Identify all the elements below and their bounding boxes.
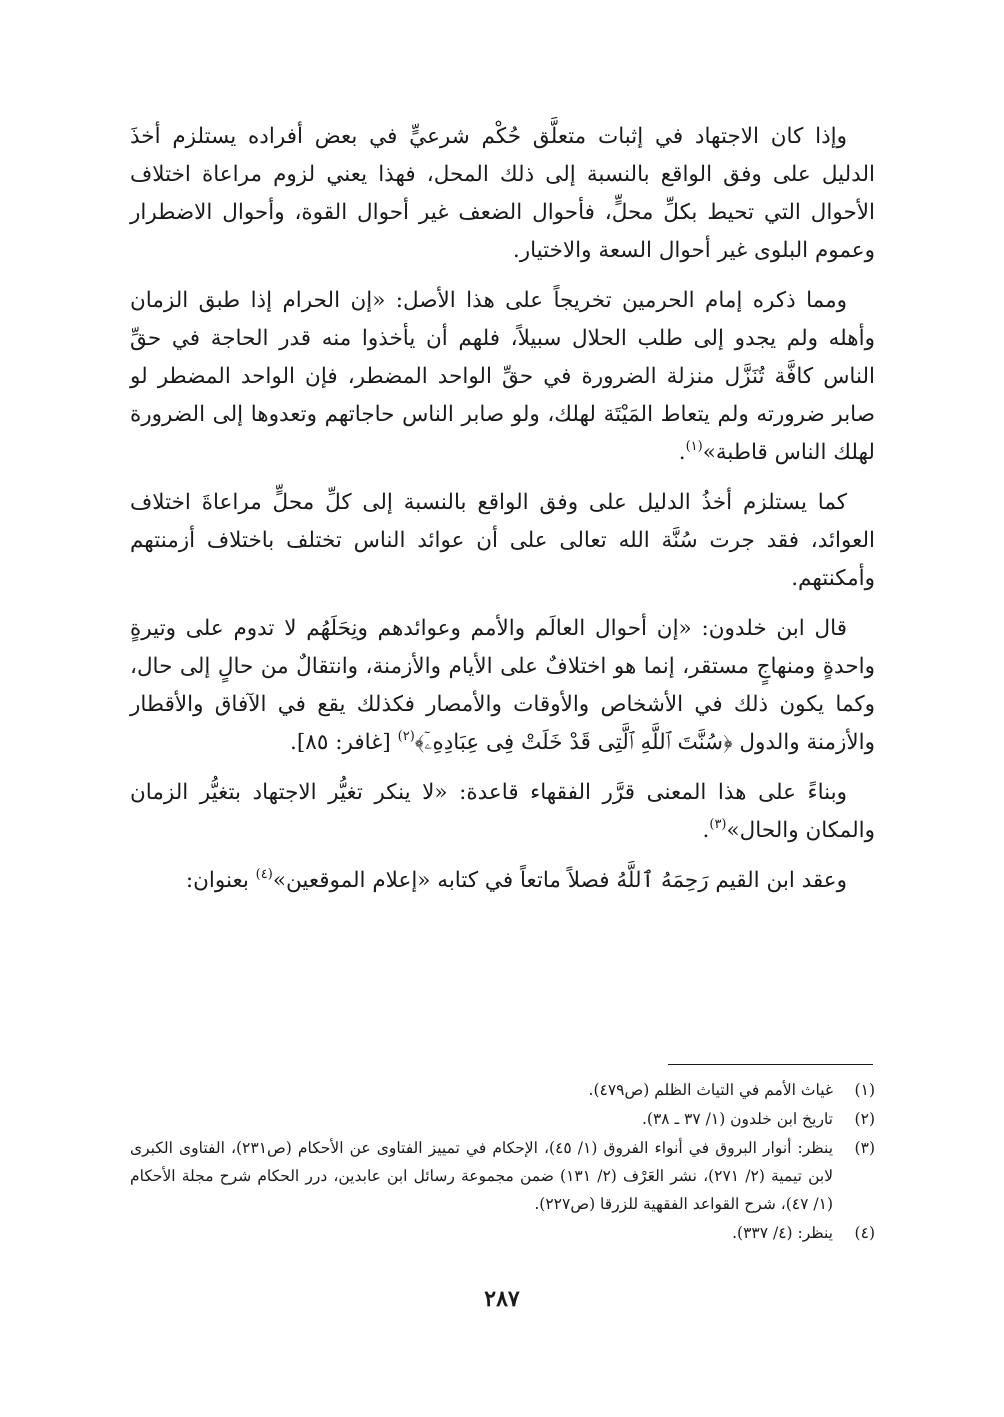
paragraph-text: وبناءً على هذا المعنى قرَّر الفقهاء قاعدة: «لا ينكر تغيُّر الاجتهاد بتغيُّر الزمان والمكان والحال»	[130, 780, 875, 843]
footnote-ref[interactable]: (٣)	[709, 817, 727, 832]
footnote-number: (١)	[854, 1081, 875, 1099]
footnote-text: غياث الأمم في التياث الظلم (ص٤٧٩).	[588, 1081, 833, 1099]
paragraph	[130, 774, 875, 850]
paragraph	[130, 610, 875, 762]
paragraph	[130, 484, 875, 598]
paragraph-text: قال ابن خلدون: «إن أحوال العالَم والأمم وعوائدهم ونِحَلَهُم لا تدوم على وتيرةٍ واحدةٍ ومنهاجٍ مستقر، إنما هو اختلافٌ على الأيام والأزمنة، وانتقالٌ من حالٍ إلى حال، وكما يكون ذلك في الأشخاص والأوقات والأمصار فكذلك يقع في الآفاق والأقطار والأزمنة والدول ﴿سُنَّتَ ٱللَّهِ ٱلَّتِى قَدْ خَلَتْ فِى عِبَادِهِۦٓ﴾	[130, 616, 875, 755]
paragraph-text: ومما ذكره إمام الحرمين تخريجاً على هذا الأصل: «إن الحرام إذا طبق الزمان وأهله ولم يجدو إلى طلب الحلال سبيلاً، فلهم أن يأخذوا منه قدر الحاجة في حقِّ الناس كافَّة تُنَزَّل منزلة الضرورة في حقِّ الواحد المضطر، فإن الواحد المضطر لو صابر ضرورته ولم يتعاط المَيْتَة لهلك، ولو صابر الناس حاجاتهم وتعدوها إلى الضرورة لهلك الناس قاطبة»	[130, 288, 875, 465]
footnote-ref[interactable]: (٤)	[255, 867, 273, 882]
page-number: ٢٨٧	[484, 1286, 520, 1312]
footnote-divider	[668, 1064, 873, 1065]
paragraph-tail: بعنوان:	[185, 868, 256, 893]
paragraph-text: كما يستلزم أخذُ الدليل على وفق الواقع بالنسبة إلى كلِّ محلٍّ مراعاةَ اختلاف العوائد، فقد جرت سُنَّة الله تعالى على أن عوائد الناس تختلف باختلاف أزمنتهم وأمكنتهم.	[130, 490, 875, 591]
paragraph-text: وعقد ابن القيم رَحِمَهُ ٱللَّهُ فصلاً ماتعاً في كتابه «إعلام الموقعين»	[272, 868, 847, 893]
footnote	[130, 1105, 875, 1133]
footnotes	[130, 1076, 875, 1248]
paragraph	[130, 282, 875, 472]
footnote	[130, 1219, 875, 1247]
footnote-ref[interactable]: (١)	[685, 439, 703, 454]
paragraph-tail: .	[702, 818, 710, 843]
footnote-number: (٤)	[854, 1224, 875, 1242]
paragraph	[130, 118, 875, 270]
paragraph	[130, 862, 875, 900]
footnote-ref[interactable]: (٢)	[397, 729, 415, 744]
footnote	[130, 1076, 875, 1104]
footnote-text: ينظر: (٤/ ٣٣٧).	[732, 1224, 833, 1242]
footnote-number: (٢)	[854, 1110, 875, 1128]
paragraph-tail: .	[678, 440, 686, 465]
footnote-text: تاريخ ابن خلدون (١/ ٣٧ ـ ٣٨).	[642, 1110, 833, 1128]
main-text	[130, 118, 875, 912]
paragraph-tail: [غافر: ٨٥].	[290, 730, 398, 755]
paragraph-text: وإذا كان الاجتهاد في إثبات متعلَّق حُكْم شرعيٍّ في بعض أفراده يستلزم أخذَ الدليل على وفق الواقع بالنسبة إلى ذلك المحل، فهذا يعني لزوم مراعاة اختلاف الأحوال التي تحيط بكلِّ محلٍّ، فأحوال الضعف غير أحوال القوة، وأحوال الاضطرار وعموم البلوى غير أحوال السعة والاختيار.	[130, 124, 875, 263]
footnote-number: (٣)	[854, 1139, 875, 1157]
footnote	[130, 1134, 875, 1218]
footnote-text: ينظر: أنوار البروق في أنواء الفروق (١/ ٤٥)، الإحكام في تمييز الفتاوى عن الأحكام (ص٢٣١)، الفتاوى الكبرى لابن تيمية (٢/ ٢٧١)، نشر العَرْف (٢/ ١٣١) ضمن مجموعة رسائل ابن عابدين، درر الحكام شرح مجلة الأحكام (١/ ٤٧)، شرح القواعد الفقهية للزرقا (ص٢٢٧).	[130, 1139, 834, 1213]
